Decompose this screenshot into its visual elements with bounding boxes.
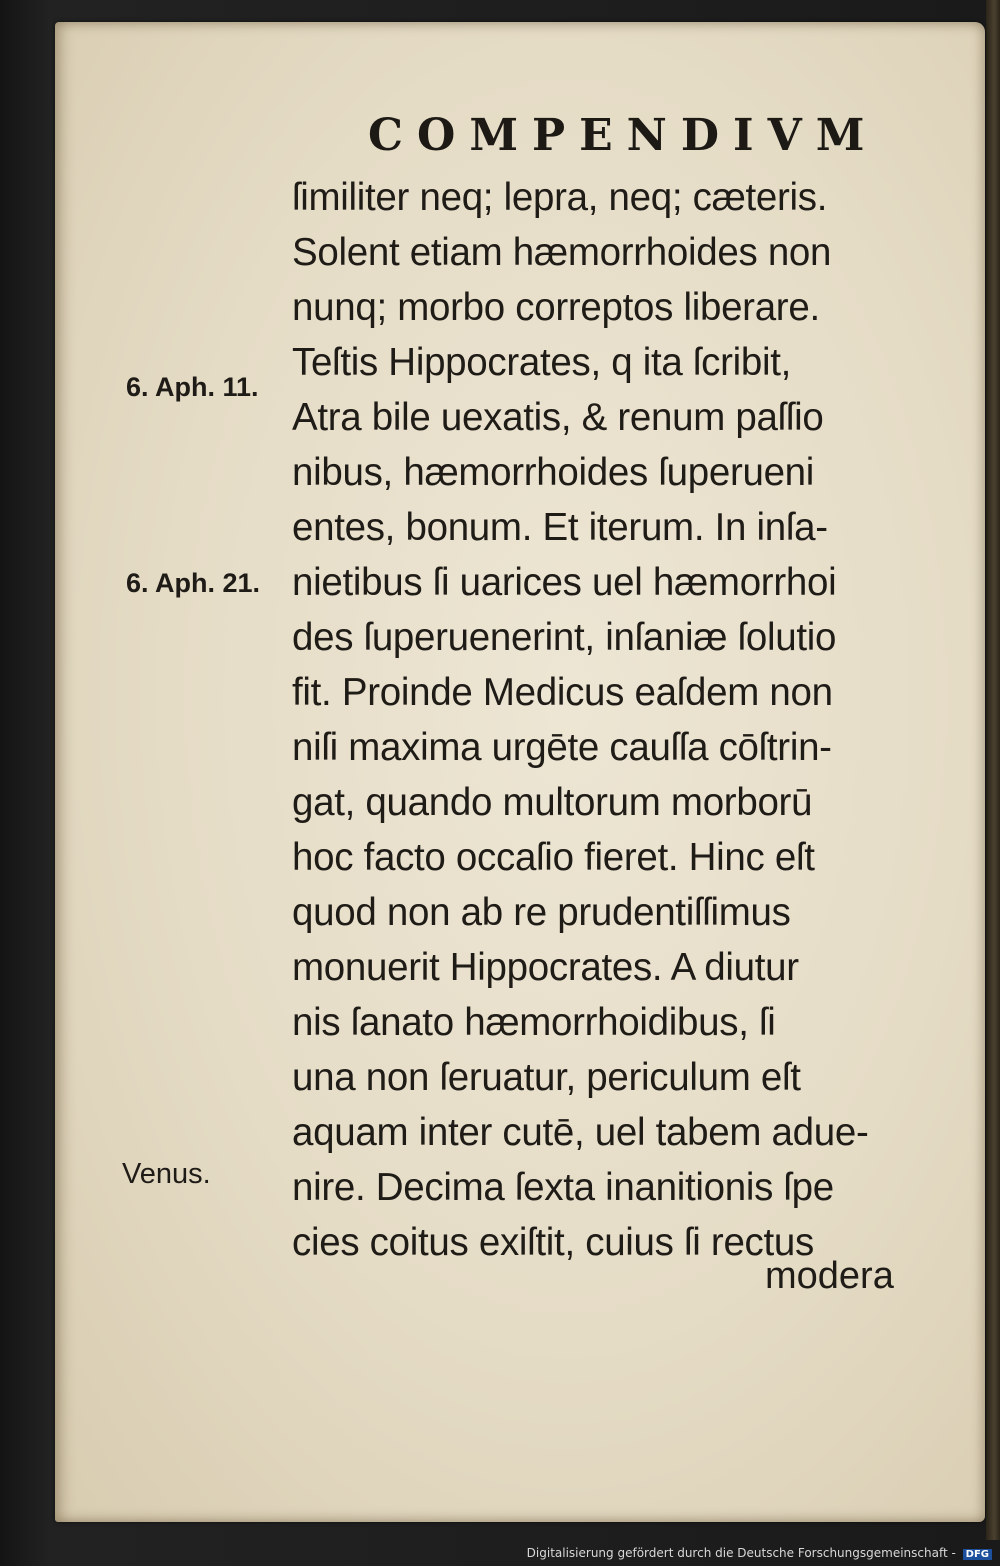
text-line: una non ſeruatur, periculum eſt <box>292 1056 801 1099</box>
dfg-logo: DFG <box>963 1549 992 1560</box>
text-line: gat, quando multorum morborū <box>292 781 813 824</box>
text-line: des ſuperuenerint, inſaniæ ſolutio <box>292 616 837 659</box>
text-line: ſimiliter neq; lepra, neq; cæteris. <box>292 176 828 219</box>
text-line: aquam inter cutē, uel tabem adue- <box>292 1111 869 1154</box>
text-line: monuerit Hippocrates. A diutur <box>292 946 799 989</box>
margin-note-aph-21: 6. Aph. 21. <box>126 568 261 598</box>
text-line: Teſtis Hippocrates, q ita ſcribit, <box>292 341 792 384</box>
text-line: nunq; morbo correptos liberare. <box>292 286 820 329</box>
footer-text: Digitalisierung gefördert durch die Deutsche Forschungsgemeinschaft - <box>526 1546 956 1560</box>
digitization-footer <box>527 1546 992 1560</box>
book-edge <box>986 0 1000 1540</box>
text-line: nire. Decima ſexta inanitionis ſpe <box>292 1166 834 1209</box>
margin-note-venus: Venus. <box>122 1158 211 1190</box>
text-line: entes, bonum. Et iterum. In inſa- <box>292 506 828 549</box>
text-line: Solent etiam hæmorrhoides non <box>292 231 832 274</box>
margin-note-aph-11: 6. Aph. 11. <box>126 372 259 402</box>
text-line: quod non ab re prudentiſſimus <box>292 891 791 934</box>
text-line: fit. Proinde Medicus eaſdem non <box>292 671 833 714</box>
catchword: modera <box>765 1255 894 1297</box>
text-line: cies coitus exiſtit, cuius ſi rectus <box>292 1221 814 1264</box>
text-line: niſi maxima urgēte cauſſa cōſtrin- <box>292 726 832 769</box>
running-head: COMPENDIVM <box>368 110 879 161</box>
text-line: nibus, hæmorrhoides ſuperueni <box>292 451 815 494</box>
text-line: nis ſanato hæmorrhoidibus, ſi <box>292 1001 776 1044</box>
text-line: nietibus ſi uarices uel hæmorrhoi <box>292 561 837 604</box>
text-line: Atra bile uexatis, & renum paſſio <box>292 396 824 439</box>
text-line: hoc facto occaſio fieret. Hinc eſt <box>292 836 815 879</box>
